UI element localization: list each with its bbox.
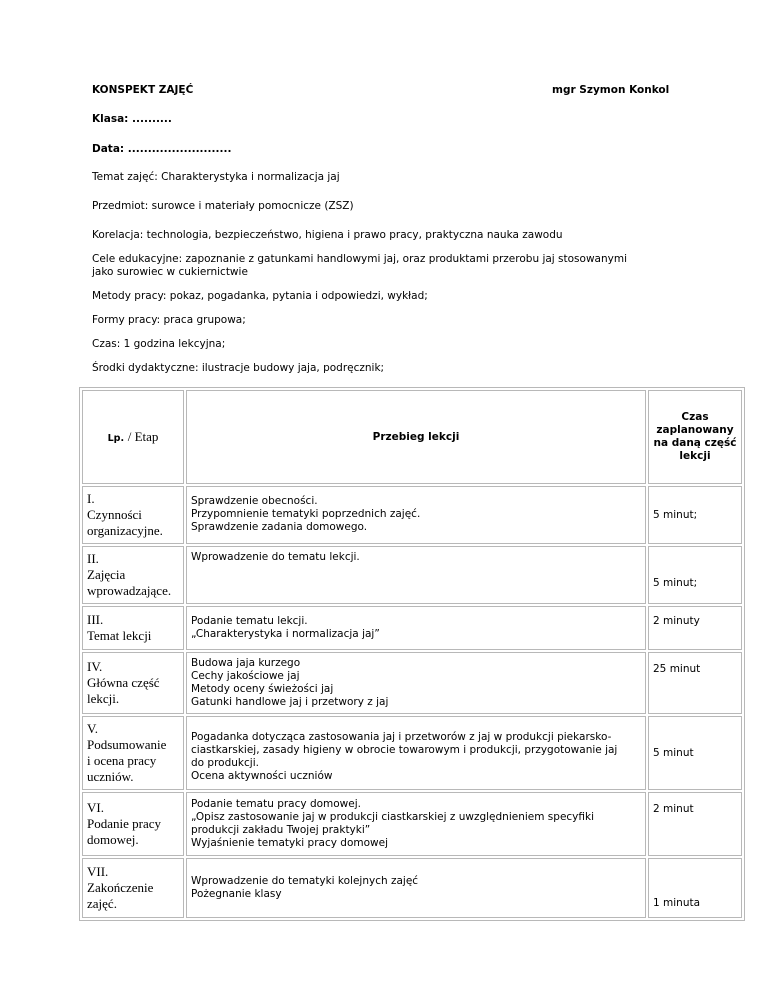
lesson-plan-table <box>79 387 745 921</box>
stage-cell <box>82 652 184 714</box>
course-column-header: Przebieg lekcji <box>186 390 646 484</box>
etap-label: / Etap <box>127 429 159 444</box>
stage-line: V. <box>87 721 98 736</box>
description-cell <box>186 546 646 604</box>
correlation-field: Korelacja: technologia, bezpieczeństwo, higiena i prawo pracy, praktyczna nauka zawodu <box>92 229 563 241</box>
description-line: Sprawdzenie obecności. <box>191 495 318 507</box>
table-row <box>82 716 742 790</box>
aids-field: Środki dydaktyczne: ilustracje budowy jaja, podręcznik; <box>92 362 385 374</box>
description-line: Pożegnanie klasy <box>191 888 282 900</box>
table-row <box>82 486 742 544</box>
description-line: Sprawdzenie zadania domowego. <box>191 521 368 533</box>
description-line: ciastkarskiej, zasady higieny w obrocie towarowym i produkcji, przygotowanie jaj <box>191 744 618 756</box>
methods-field: Metody pracy: pokaz, pogadanka, pytania i odpowiedzi, wykład; <box>92 290 428 302</box>
stage-cell <box>82 606 184 650</box>
stage-line: Podsumowanie <box>87 737 167 752</box>
time-header-line: na daną część <box>653 437 737 449</box>
description-line: Pogadanka dotycząca zastosowania jaj i przetworów z jaj w produkcji piekarsko- <box>191 731 612 743</box>
table-row <box>82 546 742 604</box>
table-row <box>82 792 742 856</box>
description-line: Budowa jaja kurzego <box>191 657 301 669</box>
description-line: Podanie tematu pracy domowej. <box>191 798 361 810</box>
stage-cell <box>82 716 184 790</box>
class-field: Klasa: .......... <box>92 113 172 125</box>
stage-line: Temat lekcji <box>87 628 152 643</box>
description-line: Metody oceny świeżości jaj <box>191 683 334 695</box>
stage-line: uczniów. <box>87 769 134 784</box>
stage-line: i ocena pracy <box>87 753 157 768</box>
stage-line: wprowadzające. <box>87 583 172 598</box>
stage-cell <box>82 858 184 918</box>
description-cell <box>186 486 646 544</box>
description-line: do produkcji. <box>191 757 259 769</box>
time-cell: 5 minut <box>648 716 742 790</box>
description-line: Gatunki handlowe jaj i przetwory z jaj <box>191 696 389 708</box>
description-cell <box>186 652 646 714</box>
time-column-header <box>648 390 742 484</box>
forms-field: Formy pracy: praca grupowa; <box>92 314 246 326</box>
stage-cell <box>82 546 184 604</box>
author-name: mgr Szymon Konkol <box>552 84 670 96</box>
stage-line: I. <box>87 491 95 506</box>
time-header-line: Czas <box>681 411 709 423</box>
stage-line: VI. <box>87 800 104 815</box>
stage-line: Zakończenie <box>87 880 154 895</box>
description-line: Wprowadzenie do tematu lekcji. <box>191 551 360 563</box>
table-row <box>82 858 742 918</box>
stage-line: Zajęcia <box>87 567 126 582</box>
stage-line: lekcji. <box>87 691 120 706</box>
stage-line: III. <box>87 612 104 627</box>
time-cell: 1 minuta <box>648 858 742 918</box>
document-title: KONSPEKT ZAJĘĆ <box>92 84 194 96</box>
time-header-line: lekcji <box>679 450 711 462</box>
stage-line: Główna część <box>87 675 160 690</box>
stage-line: Czynności <box>87 507 142 522</box>
time-cell: 2 minuty <box>648 606 742 650</box>
description-line: Wprowadzenie do tematyki kolejnych zajęć <box>191 875 419 887</box>
time-cell: 2 minut <box>648 792 742 856</box>
time-header-line: zaplanowany <box>656 424 734 436</box>
stage-cell <box>82 486 184 544</box>
description-line: Przypomnienie tematyki poprzednich zajęć. <box>191 508 421 520</box>
description-cell <box>186 606 646 650</box>
description-line: „Opisz zastosowanie jaj w produkcji ciastkarskiej z uwzględnieniem specyfiki <box>191 811 595 823</box>
description-cell <box>186 858 646 918</box>
time-cell: 5 minut; <box>648 486 742 544</box>
description-cell <box>186 716 646 790</box>
lp-label: Lp. <box>107 433 125 444</box>
description-line: Podanie tematu lekcji. <box>191 615 308 627</box>
stage-line: IV. <box>87 659 103 674</box>
stage-line: VII. <box>87 864 109 879</box>
table-header-row <box>82 390 742 484</box>
description-line: Ocena aktywności uczniów <box>191 770 333 782</box>
table-row <box>82 652 742 714</box>
subject-field: Przedmiot: surowce i materiały pomocnicze (ZSZ) <box>92 200 354 212</box>
description-cell <box>186 792 646 856</box>
time-cell: 5 minut; <box>648 546 742 604</box>
description-line: produkcji zakładu Twojej praktyki” <box>191 824 371 836</box>
stage-line: zajęć. <box>87 896 117 911</box>
goals-field <box>92 253 627 279</box>
description-line: Cechy jakościowe jaj <box>191 670 300 682</box>
goals-line: jako surowiec w cukiernictwie <box>92 266 248 278</box>
goals-line: Cele edukacyjne: zapoznanie z gatunkami handlowymi jaj, oraz produktami przerobu jaj stosowanymi <box>92 253 627 265</box>
stage-cell <box>82 792 184 856</box>
stage-line: domowej. <box>87 832 139 847</box>
stage-column-header <box>82 390 184 484</box>
description-line: „Charakterystyka i normalizacja jaj” <box>191 628 380 640</box>
stage-line: Podanie pracy <box>87 816 162 831</box>
date-field: Data: .......................... <box>92 143 232 155</box>
time-field: Czas: 1 godzina lekcyjna; <box>92 338 226 350</box>
table-row <box>82 606 742 650</box>
time-cell: 25 minut <box>648 652 742 714</box>
stage-line: organizacyjne. <box>87 523 163 538</box>
stage-line: II. <box>87 551 99 566</box>
topic-field: Temat zajęć: Charakterystyka i normalizacja jaj <box>92 171 340 183</box>
description-line: Wyjaśnienie tematyki pracy domowej <box>191 837 388 849</box>
